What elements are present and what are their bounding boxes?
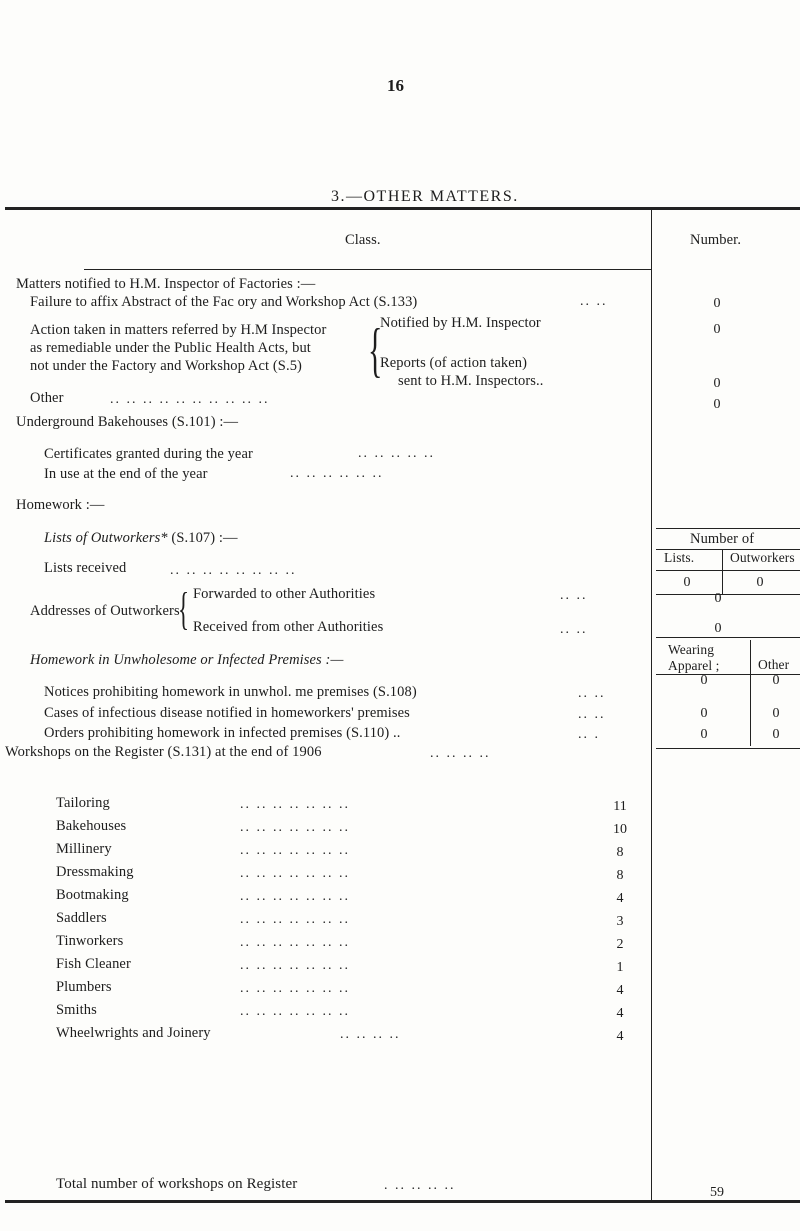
outworkers-lists-value: 0 bbox=[683, 575, 691, 590]
leader-dots: .. .. .. .. .. .. .. bbox=[240, 912, 350, 927]
workshop-trade: Tailoring bbox=[56, 795, 110, 811]
bottom-rule bbox=[5, 1200, 800, 1203]
leader-dots: .. .. bbox=[580, 294, 608, 309]
workshop-count: 4 bbox=[616, 1029, 624, 1044]
leader-dots: . .. .. .. .. bbox=[384, 1178, 456, 1193]
cases-text: Cases of infectious disease notified in homeworkers' premises bbox=[44, 705, 410, 721]
action-line-2: as remediable under the Public Health Acts, but bbox=[30, 340, 311, 356]
outworkers-top-rule bbox=[656, 528, 800, 529]
lists-heading bbox=[44, 530, 238, 547]
workshop-trade: Bakehouses bbox=[56, 818, 127, 834]
workshop-trade: Smiths bbox=[56, 1002, 97, 1018]
notified-label: Notified by H.M. Inspector bbox=[380, 315, 541, 331]
premises-other-value: 0 bbox=[772, 673, 780, 688]
forwarded-text: Forwarded to other Authorities bbox=[193, 586, 376, 602]
in-use-text: In use at the end of the year bbox=[44, 466, 208, 482]
other-label: Other bbox=[30, 390, 64, 406]
workshop-count: 8 bbox=[616, 845, 624, 860]
received-text: Received from other Authorities bbox=[193, 619, 384, 635]
workshop-trade: Plumbers bbox=[56, 979, 112, 995]
certificates-text: Certificates granted during the year bbox=[44, 446, 253, 462]
workshop-trade: Fish Cleaner bbox=[56, 956, 131, 972]
section-title: 3.—OTHER MATTERS. bbox=[331, 188, 519, 205]
workshop-count: 4 bbox=[616, 983, 624, 998]
received-value: 0 bbox=[714, 621, 722, 636]
leader-dots: .. .. .. .. .. .. .. bbox=[240, 843, 350, 858]
leader-dots: .. .. .. .. .. .. .. bbox=[240, 981, 350, 996]
leader-dots: .. .. .. .. .. .. .. bbox=[240, 820, 350, 835]
workshop-count: 3 bbox=[616, 914, 624, 929]
action-line-1: Action taken in matters referred by H.M Inspector bbox=[30, 322, 327, 338]
workshop-trade: Bootmaking bbox=[56, 887, 129, 903]
leader-dots: .. .. .. .. .. .. .. .. .. .. bbox=[110, 392, 270, 407]
workshop-count: 4 bbox=[616, 891, 624, 906]
premises-bottom-rule bbox=[656, 748, 800, 749]
workshop-trade: Millinery bbox=[56, 841, 112, 857]
leader-dots: .. .. .. .. .. .. .. bbox=[240, 1004, 350, 1019]
premises-wearing-value: 0 bbox=[700, 673, 708, 688]
homework-heading: Homework :— bbox=[16, 497, 105, 513]
workshop-count: 10 bbox=[613, 822, 627, 837]
outworkers-col-lists: Lists. bbox=[664, 550, 695, 565]
notified-value: 0 bbox=[713, 322, 721, 337]
page-number: 16 bbox=[387, 76, 404, 95]
hmi-heading: Matters notified to H.M. Inspector of Factories :— bbox=[16, 276, 316, 292]
top-rule bbox=[5, 207, 800, 210]
forwarded-value: 0 bbox=[714, 591, 722, 606]
outworkers-title: Number of bbox=[690, 531, 755, 547]
premises-col-other: Other bbox=[758, 657, 790, 672]
workshop-trade: Saddlers bbox=[56, 910, 107, 926]
outworkers-header-rule bbox=[656, 570, 800, 571]
premises-top-rule bbox=[656, 637, 800, 638]
number-header: Number. bbox=[690, 232, 742, 248]
premises-wearing-value: 0 bbox=[700, 727, 708, 742]
leader-dots: .. .. .. .. bbox=[430, 746, 491, 761]
lists-received-text: Lists received bbox=[44, 560, 127, 576]
workshops-heading: Workshops on the Register (S.131) at the end of 1906 bbox=[5, 744, 322, 760]
reports-value: 0 bbox=[713, 376, 721, 391]
workshop-count: 2 bbox=[616, 937, 624, 952]
leader-dots: .. . bbox=[578, 727, 600, 742]
leader-dots: .. .. .. .. bbox=[340, 1027, 401, 1042]
outworkers-count-value: 0 bbox=[756, 575, 764, 590]
premises-wearing-value: 0 bbox=[700, 706, 708, 721]
unwholesome-heading: Homework in Unwholesome or Infected Premises :— bbox=[30, 652, 344, 668]
class-header: Class. bbox=[345, 232, 381, 248]
leader-dots: .. .. bbox=[560, 588, 588, 603]
addresses-brace-icon: { bbox=[178, 583, 190, 634]
other-value: 0 bbox=[713, 397, 721, 412]
premises-col-divider bbox=[750, 640, 751, 746]
outworkers-col-outworkers: Outworkers bbox=[730, 550, 795, 565]
reports-line-1: Reports (of action taken) bbox=[380, 355, 528, 371]
premises-col-wearing: Wearing Apparel ; bbox=[668, 642, 720, 673]
total-label: Total number of workshops on Register bbox=[56, 1176, 298, 1192]
leader-dots: .. .. bbox=[578, 686, 606, 701]
orders-text: Orders prohibiting homework in infected premises (S.110) .. bbox=[44, 725, 401, 741]
column-divider bbox=[651, 210, 652, 1200]
total-value: 59 bbox=[710, 1185, 724, 1200]
leader-dots: .. .. .. .. .. .. .. bbox=[240, 889, 350, 904]
leader-dots: .. .. bbox=[560, 622, 588, 637]
bakehouses-heading: Underground Bakehouses (S.101) :— bbox=[16, 414, 239, 430]
action-brace-icon: { bbox=[368, 317, 383, 383]
reports-line-2: sent to H.M. Inspectors.. bbox=[398, 373, 544, 389]
workshop-count: 1 bbox=[616, 960, 624, 975]
workshop-trade: Wheelwrights and Joinery bbox=[56, 1025, 211, 1041]
leader-dots: .. .. .. .. .. .. .. bbox=[240, 935, 350, 950]
action-line-3: not under the Factory and Workshop Act (S.5) bbox=[30, 358, 302, 374]
premises-other-value: 0 bbox=[772, 727, 780, 742]
lists-heading-rest: (S.107) :— bbox=[167, 530, 238, 546]
leader-dots: .. .. .. .. .. bbox=[358, 446, 435, 461]
premises-other-value: 0 bbox=[772, 706, 780, 721]
workshop-trade: Dressmaking bbox=[56, 864, 134, 880]
lists-heading-italic: Lists of Outworkers* bbox=[44, 530, 168, 546]
failure-value: 0 bbox=[713, 296, 721, 311]
leader-dots: .. .. .. .. .. .. .. bbox=[240, 866, 350, 881]
leader-dots: .. .. bbox=[578, 707, 606, 722]
workshop-trade: Tinworkers bbox=[56, 933, 124, 949]
leader-dots: .. .. .. .. .. .. .. .. bbox=[170, 563, 297, 578]
outworkers-col-divider bbox=[722, 550, 723, 594]
leader-dots: .. .. .. .. .. .. bbox=[290, 466, 384, 481]
workshop-count: 4 bbox=[616, 1006, 624, 1021]
workshop-count: 11 bbox=[613, 799, 627, 814]
leader-dots: .. .. .. .. .. .. .. bbox=[240, 958, 350, 973]
workshop-count: 8 bbox=[616, 868, 624, 883]
failure-text: Failure to affix Abstract of the Fac ory and Workshop Act (S.133) bbox=[30, 294, 418, 310]
leader-dots: .. .. .. .. .. .. .. bbox=[240, 797, 350, 812]
notices-text: Notices prohibiting homework in unwhol. me premises (S.108) bbox=[44, 684, 417, 700]
addresses-label: Addresses of Outworkers bbox=[30, 603, 180, 619]
header-underline bbox=[84, 269, 652, 270]
